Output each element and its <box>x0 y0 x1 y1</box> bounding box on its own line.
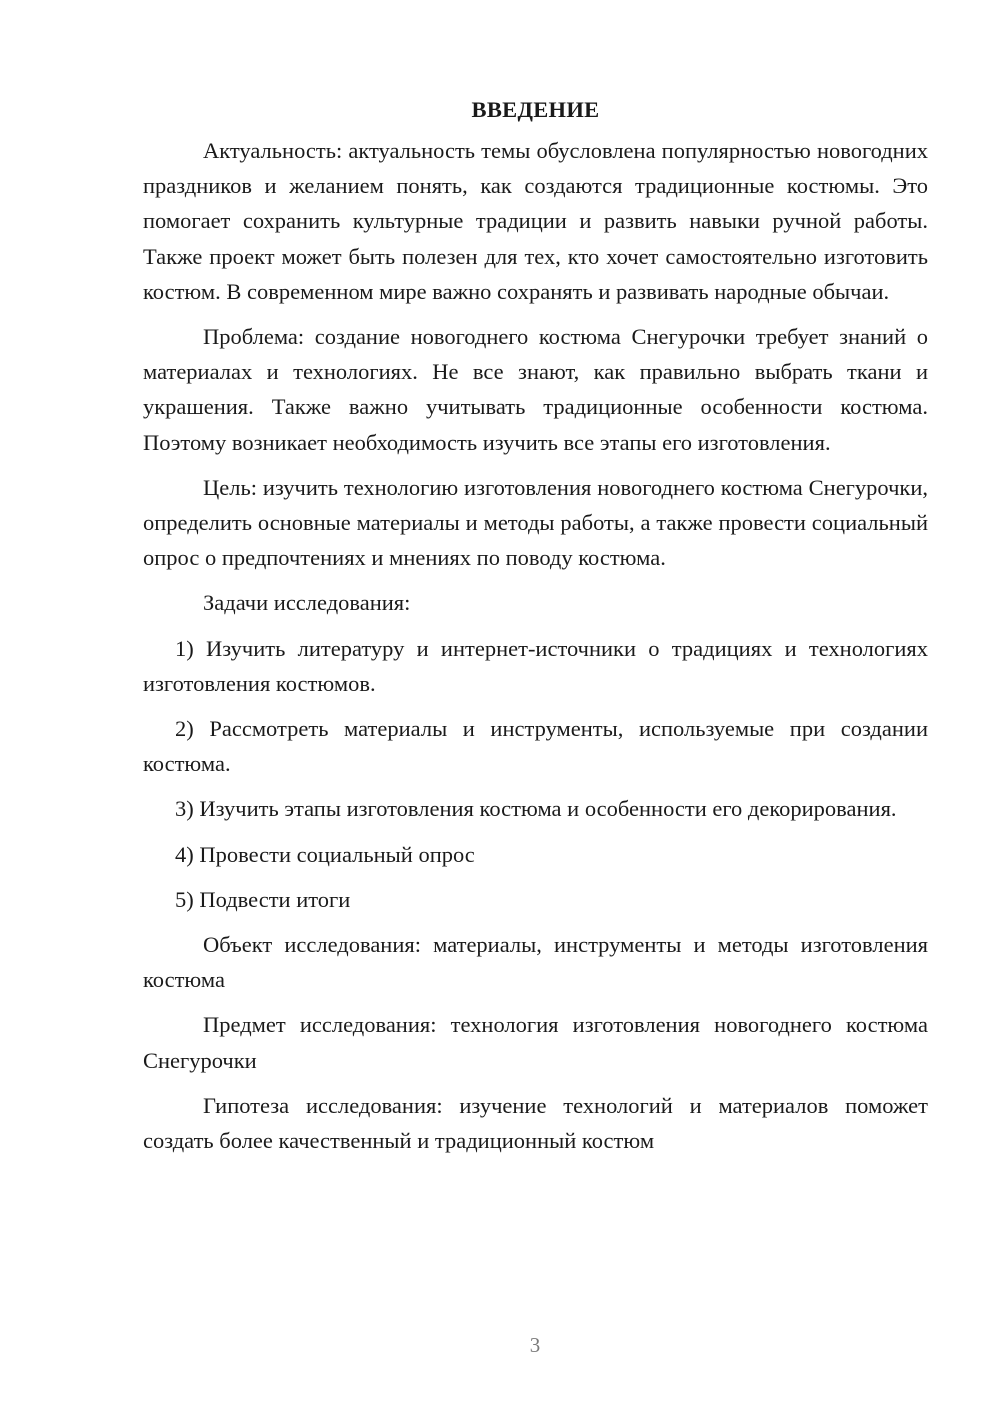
subject-paragraph: Предмет исследования: технология изготовления новогоднего костюма Снегурочки <box>143 1012 928 1073</box>
task-item-3: 3) Изучить этапы изготовления костюма и особенности его декорирования. <box>175 796 897 822</box>
tasks-heading: Задачи исследования: <box>203 590 411 616</box>
problem-paragraph: Проблема: создание новогоднего костюма Снегурочки требует знаний о материалах и технологиях. Не все знают, как правильно выбрать ткани и украшения. Также важно учитывать традиционные особенности костюма. Поэтому возникает необходимость изучить все этапы его изготовления. <box>143 324 928 455</box>
relevance-paragraph: Актуальность: актуальность темы обусловлена популярностью новогодних праздников и желанием понять, как создаются традиционные костюмы. Это помогает сохранить культурные традиции и развить навыки ручной работы. Также проект может быть полезен для тех, кто хочет самостоятельно изготовить костюм. В современном мире важно сохранять и развивать народные обычаи. <box>143 138 928 304</box>
task-item-1: 1) Изучить литературу и интернет-источники о традициях и технологиях изготовления костюмов. <box>143 635 928 696</box>
task-item-4: 4) Провести социальный опрос <box>175 841 475 867</box>
section-title: ВВЕДЕНИЕ <box>471 97 600 122</box>
page-content <box>143 92 928 1168</box>
hypothesis-paragraph: Гипотеза исследования: изучение технологий и материалов поможет создать более качественный и традиционный костюм <box>143 1092 928 1154</box>
goal-paragraph: Цель: изучить технологию изготовления новогоднего костюма Снегурочки, определить основные материалы и методы работы, а также провести социальный опрос о предпочтениях и мнениях по поводу костюма. <box>143 474 928 571</box>
object-paragraph: Объект исследования: материалы, инструменты и методы изготовления костюма <box>143 932 928 993</box>
page-number: 3 <box>529 1333 541 1357</box>
task-item-2: 2) Рассмотреть материалы и инструменты, используемые при создании костюма. <box>143 716 928 777</box>
task-item-5: 5) Подвести итоги <box>175 886 351 912</box>
